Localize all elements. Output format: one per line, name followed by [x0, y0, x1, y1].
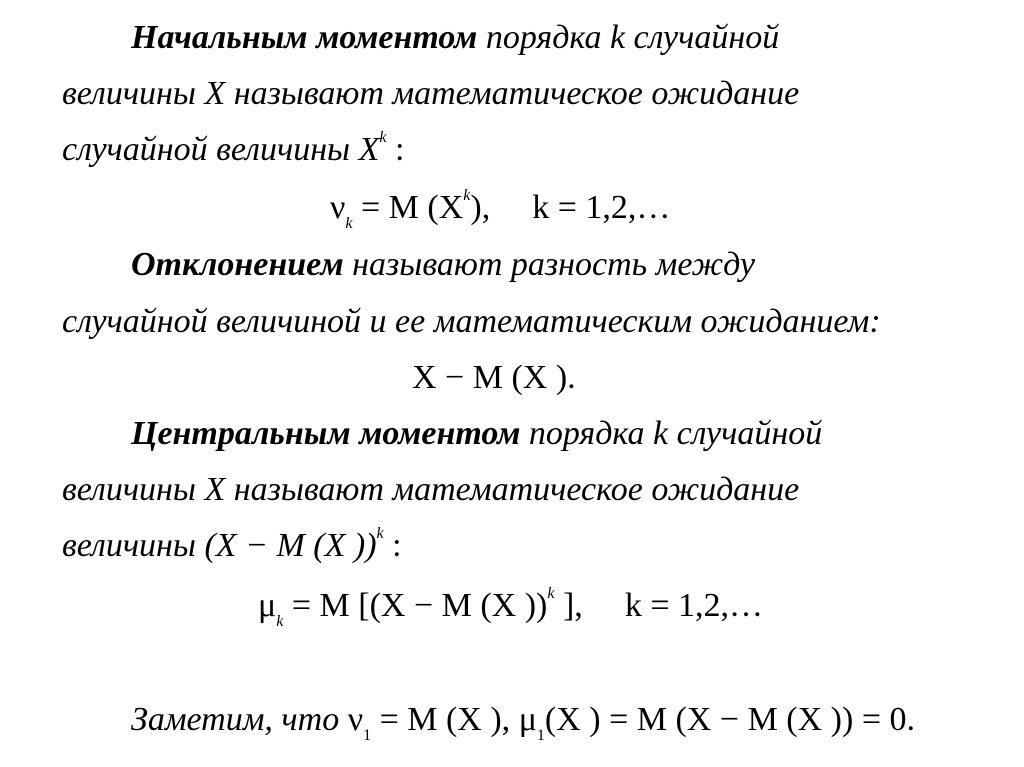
p3-k-range: k = 1,2,… [624, 587, 763, 624]
nu-subscript: k [345, 215, 353, 232]
p3-line1 [131, 414, 822, 454]
p1-formula-eq: = M (X [352, 189, 464, 226]
p2-line1 [131, 245, 755, 285]
note-mu: μ [518, 701, 537, 738]
p1-line3 [62, 130, 404, 170]
p1-k-range: k = 1,2,… [532, 189, 671, 226]
p1-line2: величины X называют математическое ожидание [62, 75, 800, 112]
mu-subscript: k [276, 613, 284, 630]
p3-formula-close: ], [554, 587, 583, 624]
p3-rest: порядка k случайной [528, 415, 823, 452]
p2-rest: называют разность между [352, 246, 756, 283]
p2-term: Отклонением [131, 246, 344, 283]
p3-term: Центральным моментом [131, 415, 521, 452]
p3-formula-eq: = M [(X − M (X )) [283, 587, 548, 624]
note-line [131, 700, 916, 744]
note-part1: = M (X ), [371, 701, 519, 738]
p1-formula-close: ), [470, 189, 491, 226]
p1-formula [330, 187, 671, 232]
p1-formula-sup: k [463, 187, 471, 204]
p2-line2: случайной величиной и ее математическим ожиданием: [62, 303, 881, 340]
note-nu-sub: 1 [363, 727, 372, 744]
p1-term: Начальным моментом [131, 19, 478, 56]
note-part2: (X ) = M (X − M (X )) = 0. [544, 701, 916, 738]
note-nu: ν [347, 701, 364, 738]
p1-line3-colon: : [394, 131, 405, 168]
p1-rest: порядка k случайной [485, 19, 780, 56]
p2-formula: X − M (X ). [412, 359, 576, 396]
p3-formula [258, 585, 763, 630]
nu-symbol: ν [330, 189, 346, 226]
p3-line3-sup: k [376, 525, 384, 542]
note-text: Заметим, что [131, 701, 340, 738]
p3-line3-text: величины (X − M (X )) [62, 527, 377, 564]
mu-symbol: μ [258, 587, 277, 624]
p1-line3-sup: k [379, 129, 387, 146]
p3-line3 [62, 526, 402, 566]
p1-line1 [131, 18, 779, 58]
p1-line3-text: случайной величины X [62, 131, 380, 168]
p3-formula-sup: k [547, 585, 555, 602]
p3-line2: величины X называют математическое ожидание [62, 471, 800, 508]
p3-line3-colon: : [392, 527, 402, 564]
note-mu-sub: 1 [536, 727, 545, 744]
